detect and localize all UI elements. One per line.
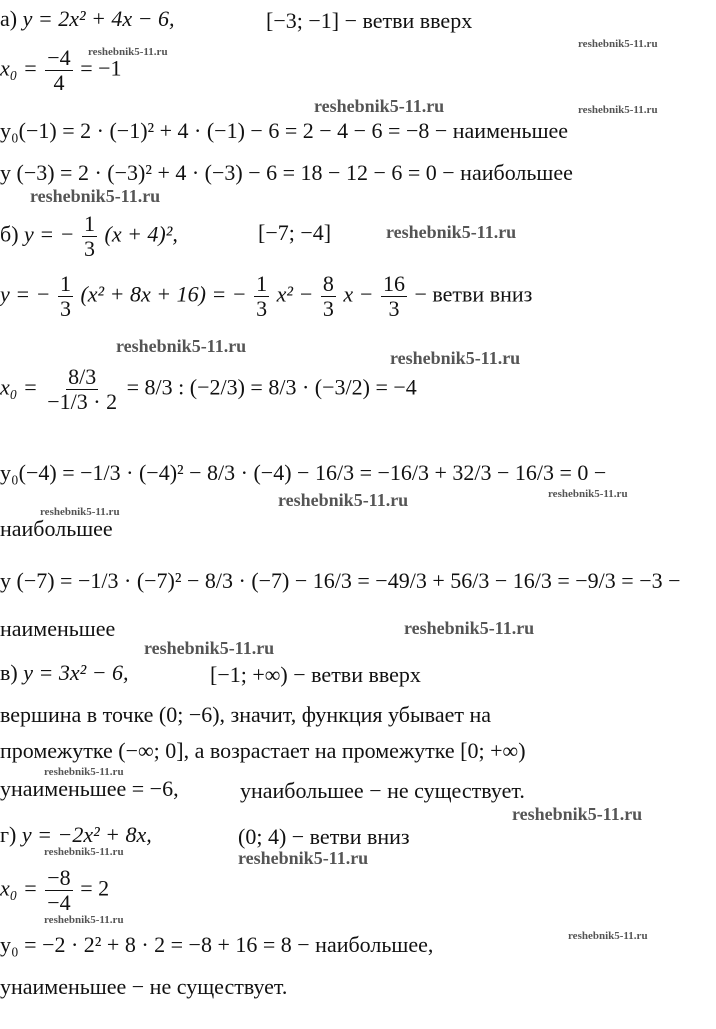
- a-x0-lhs: x₀ =: [0, 55, 38, 81]
- b-exp-frac3: [321, 272, 336, 321]
- b-y7-word: наименьшее: [0, 616, 116, 641]
- b-exp-frac1-num: 1: [59, 271, 71, 296]
- b-func-fraction: [82, 212, 97, 261]
- watermark: reshebnik5-11.ru: [568, 930, 648, 942]
- d-x0-fraction: [45, 866, 72, 915]
- a-x0-rhs: = −1: [80, 55, 122, 81]
- a-function-line: [0, 8, 175, 30]
- b-y7-line: y (−7) = −1/3 · (−7)² − 8/3 · (−7) − 16/3 = −49/3 + 56/3 − 16/3 = −9/3 = −3 −: [0, 568, 681, 593]
- b-exp-frac4: [381, 272, 407, 321]
- b-expand-line: [0, 272, 532, 321]
- b-exp-frac4-den: 3: [388, 296, 400, 322]
- watermark: reshebnik5-11.ru: [88, 46, 168, 58]
- b-exp-frac3-num: 8: [322, 271, 334, 296]
- d-x0-lhs: x₀ =: [0, 875, 38, 901]
- b-function-line: [0, 212, 178, 261]
- d-label: г): [0, 822, 17, 847]
- a-function: y = 2x² + 4x − 6,: [22, 6, 175, 31]
- a-y3-line: y (−3) = 2 · (−3)² + 4 · (−3) − 6 = 18 − 12 − 6 = 0 − наибольшее: [0, 160, 573, 185]
- b-label: б): [0, 221, 19, 247]
- watermark: reshebnik5-11.ru: [116, 336, 247, 356]
- d-x0-rhs: = 2: [80, 875, 110, 901]
- c-function: y = 3x² − 6,: [23, 660, 129, 685]
- watermark: reshebnik5-11.ru: [44, 766, 124, 778]
- watermark: reshebnik5-11.ru: [578, 104, 658, 116]
- b-exp-frac2-num: 1: [256, 271, 268, 296]
- b-exp-frac2-den: 3: [256, 296, 268, 322]
- c-label: в): [0, 660, 18, 685]
- b-func-pre: y = −: [24, 221, 75, 247]
- d-function: y = −2x² + 8x,: [21, 822, 152, 847]
- c-function-line: [0, 662, 129, 684]
- b-func-post: (x + 4)²,: [104, 221, 178, 247]
- watermark: reshebnik5-11.ru: [390, 348, 521, 368]
- b-exp-frac1-den: 3: [59, 296, 71, 322]
- b-exp-pre: y = −: [0, 281, 51, 307]
- watermark: reshebnik5-11.ru: [40, 506, 120, 518]
- d-interval: (0; 4) − ветви вниз: [238, 824, 410, 849]
- b-x0-rhs: = 8/3 : (−2/3) = 8/3 · (−3/2) = −4: [126, 374, 417, 400]
- d-ymin-line: yнаименьшее − не существует.: [0, 974, 288, 999]
- d-x0-num: −8: [47, 865, 71, 890]
- watermark: reshebnik5-11.ru: [44, 914, 124, 926]
- d-x0-line: [0, 866, 109, 915]
- watermark: reshebnik5-11.ru: [548, 488, 628, 500]
- b-y4-word: наибольшее: [0, 516, 113, 541]
- b-x0-lhs: x₀ =: [0, 374, 38, 400]
- d-y0-line: y₀ = −2 · 2² + 8 · 2 = −8 + 16 = 8 − наибольшее,: [0, 932, 434, 957]
- b-interval: [−7; −4]: [258, 220, 332, 245]
- b-exp-mid: (x² + 8x + 16) = −: [80, 281, 247, 307]
- watermark: reshebnik5-11.ru: [278, 490, 409, 510]
- watermark: reshebnik5-11.ru: [30, 186, 161, 206]
- d-function-line: [0, 824, 152, 846]
- b-exp-frac4-num: 16: [382, 271, 405, 296]
- b-y4-line: y₀(−4) = −1/3 · (−4)² − 8/3 · (−4) − 16/3 = −16/3 + 32/3 − 16/3 = 0 −: [0, 460, 607, 485]
- b-func-num: 1: [84, 211, 95, 236]
- b-exp-x: x −: [343, 281, 374, 307]
- b-exp-x2: x² −: [276, 281, 314, 307]
- b-exp-frac2: [254, 272, 269, 321]
- c-interval: [−1; +∞) − ветви вверх: [210, 662, 421, 687]
- watermark: reshebnik5-11.ru: [144, 638, 275, 658]
- watermark: reshebnik5-11.ru: [578, 38, 658, 50]
- b-exp-post: − ветви вниз: [414, 281, 533, 307]
- watermark: reshebnik5-11.ru: [512, 804, 643, 824]
- watermark: reshebnik5-11.ru: [404, 618, 535, 638]
- b-func-den: 3: [84, 236, 95, 262]
- a-interval: [−3; −1] − ветви вверх: [266, 8, 473, 33]
- a-x0-fraction: [45, 46, 72, 95]
- watermark: reshebnik5-11.ru: [314, 96, 445, 116]
- d-x0-den: −4: [47, 890, 71, 916]
- b-exp-frac3-den: 3: [322, 296, 334, 322]
- watermark: reshebnik5-11.ru: [238, 848, 369, 868]
- a-x0-num: −4: [47, 45, 71, 70]
- c-text1: вершина в точке (0; −6), значит, функция убывает на: [0, 702, 492, 727]
- watermark: reshebnik5-11.ru: [44, 846, 124, 858]
- a-label: а): [0, 6, 18, 31]
- watermark: reshebnik5-11.ru: [386, 222, 517, 242]
- c-ymax: yнаибольшее − не существует.: [240, 778, 525, 803]
- b-x0-top: 8/3: [68, 364, 97, 389]
- a-x0-den: 4: [53, 70, 65, 96]
- b-x0-line: [0, 365, 417, 414]
- b-exp-frac1: [58, 272, 73, 321]
- b-x0-fraction: [45, 365, 119, 414]
- b-x0-bot: −1/3 · 2: [47, 389, 118, 415]
- c-ymin: yнаименьшее = −6,: [0, 776, 179, 801]
- c-text2: промежутке (−∞; 0], а возрастает на промежутке [0; +∞): [0, 738, 526, 763]
- a-y0-line: y₀(−1) = 2 · (−1)² + 4 · (−1) − 6 = 2 − 4 − 6 = −8 − наименьшее: [0, 118, 569, 143]
